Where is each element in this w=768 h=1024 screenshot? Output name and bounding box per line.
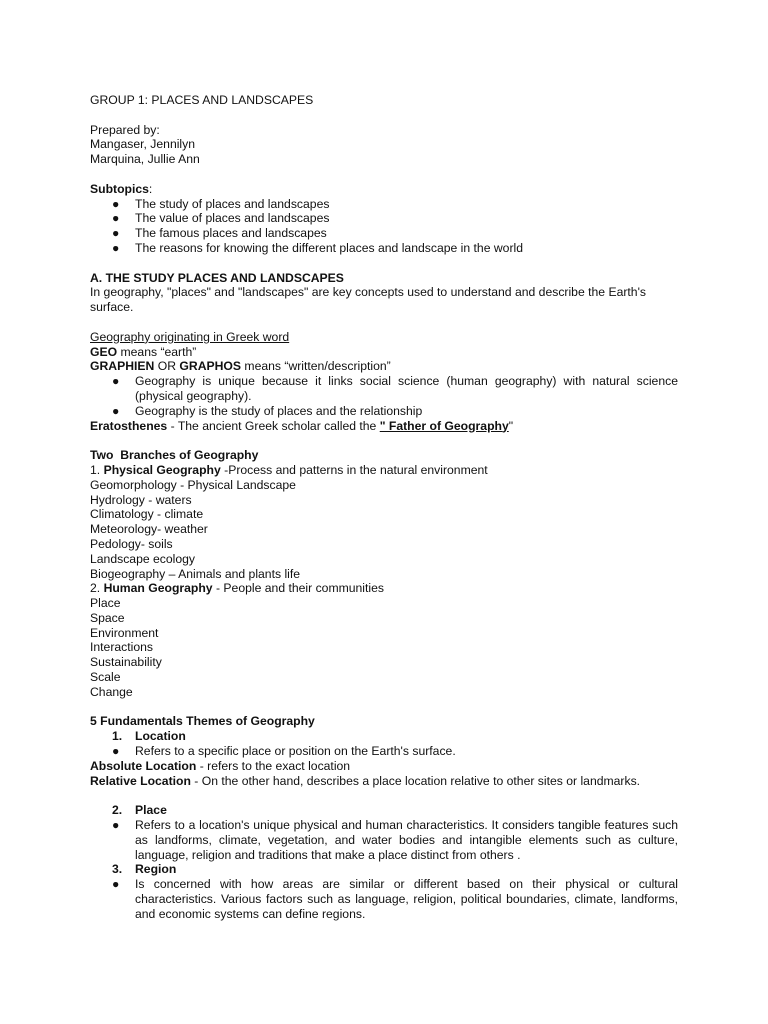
origin-heading [90,330,678,345]
subtopics-heading [90,182,678,197]
bullet-icon: ● [112,818,120,833]
bullet-icon: ● [112,744,120,759]
physical-geography-line [90,463,678,478]
theme-bullet-text: Refers to a location's unique physical and human characteristics. It considers tangible features such as landforms, climate, vegetation, and water bodies and intangible elements such as culture, language, religion and traditions that make a place distinct from others . [135,818,678,862]
human-item: Change [90,684,133,699]
bullet-icon: ● [112,403,120,418]
author-2: Marquina, Jullie Ann [90,152,200,167]
theme-bullet-text: Refers to a specific place or position on the Earth's surface. [135,744,456,759]
theme-label: Place [135,803,167,818]
spacer [90,433,678,448]
theme-location [90,729,678,744]
absolute-text: - refers to the exact location [196,758,351,773]
human-desc: - People and their communities [212,581,384,596]
human-item: Sustainability [90,655,162,670]
author-1: Mangaser, Jennilyn [90,137,196,152]
subtopic-item [90,211,678,226]
geography-bullet [90,374,678,404]
human-num: 2. [90,581,104,596]
physical-item: Geomorphology - Physical Landscape [90,477,296,492]
branches-heading: Two Branches of Geography [90,448,259,463]
bullet-icon: ● [112,226,120,241]
human-item: Scale [90,670,121,685]
theme-number: 1. [112,729,123,744]
subtopic-item [90,197,678,212]
father-close-quote: " [508,418,514,433]
section-a-intro: In geography, "places" and "landscapes" are key concepts used to understand and describe the Earth's surface. [90,285,647,315]
physical-term: Physical Geography [103,462,221,477]
spacer [90,256,678,271]
geography-bullet-text: Geography is unique because it links social science (human geography) with natural science (physical geography). [135,374,678,403]
bullet-icon: ● [112,374,120,389]
human-item: Space [90,610,125,625]
theme-number: 3. [112,862,123,877]
spacer [90,167,678,182]
absolute-term: Absolute Location [90,758,197,773]
geo-meaning: means “earth” [117,344,197,359]
human-item: Environment [90,625,159,640]
theme-bullet [90,818,678,862]
spacer [90,108,678,123]
human-term: Human Geography [103,581,213,596]
eratosthenes-term: Eratosthenes [90,418,168,433]
physical-item: Hydrology - waters [90,492,192,507]
spacer [90,788,678,803]
theme-number: 2. [112,803,123,818]
subtopic-item [90,226,678,241]
physical-item: Climatology - climate [90,507,204,522]
subtopic-text: The famous places and landscapes [135,226,327,241]
origin-heading-text: Geography originating in Greek word [90,329,290,344]
graphien-term: GRAPHIEN [90,359,155,374]
physical-desc: -Process and patterns in the natural environment [220,462,488,477]
bullet-icon: ● [112,877,120,892]
graphos-meaning: means “written/description” [241,359,391,374]
graphos-term: GRAPHOS [179,359,242,374]
subtopic-item [90,241,678,256]
physical-item: Pedology- soils [90,536,173,551]
theme-label: Region [135,862,177,877]
geo-term: GEO [90,344,118,359]
human-item: Place [90,596,121,611]
spacer [90,315,678,330]
spacer [90,700,678,715]
theme-bullet [90,877,678,921]
physical-item: Landscape ecology [90,551,196,566]
theme-bullet-text: Is concerned with how areas are similar or different based on their physical or cultural characteristics. Various factors such as language, religion, political boundaries, climate, landforms, and economic systems can define regions. [135,877,678,921]
prepared-by-label: Prepared by: [90,122,160,137]
relative-text: - On the other hand, describes a place location relative to other sites or landmarks. [190,773,641,788]
theme-bullet [90,744,678,759]
human-item: Interactions [90,640,154,655]
theme-region [90,862,678,877]
physical-num: 1. [90,462,104,477]
absolute-location-line [90,759,678,774]
themes-heading: 5 Fundamentals Themes of Geography [90,714,315,729]
section-a-heading: A. THE STUDY PLACES AND LANDSCAPES [90,270,344,285]
relative-term: Relative Location [90,773,191,788]
geo-definition [90,345,678,360]
human-geography-line [90,581,678,596]
theme-place [90,803,678,818]
subtopic-text: The reasons for knowing the different places and landscape in the world [135,240,523,255]
document-title: GROUP 1: PLACES AND LANDSCAPES [90,93,314,107]
or-text: OR [154,359,180,374]
eratosthenes-text: - The ancient Greek scholar called the [167,418,380,433]
bullet-icon: ● [112,240,120,255]
subtopics-colon: : [148,181,153,196]
physical-item: Meteorology- weather [90,522,208,537]
geography-bullet [90,404,678,419]
father-of-geography: " Father of Geography [379,418,509,433]
relative-location-line [90,774,678,789]
eratosthenes-line [90,419,678,434]
subtopics-label: Subtopics [90,181,149,196]
bullet-icon: ● [112,196,120,211]
bullet-icon: ● [112,211,120,226]
geography-bullet-text: Geography is the study of places and the relationship [135,403,423,418]
theme-label: Location [135,729,186,744]
subtopic-text: The value of places and landscapes [135,211,330,226]
physical-item: Biogeography – Animals and plants life [90,566,301,581]
graphien-definition [90,359,678,374]
subtopic-text: The study of places and landscapes [135,196,330,211]
